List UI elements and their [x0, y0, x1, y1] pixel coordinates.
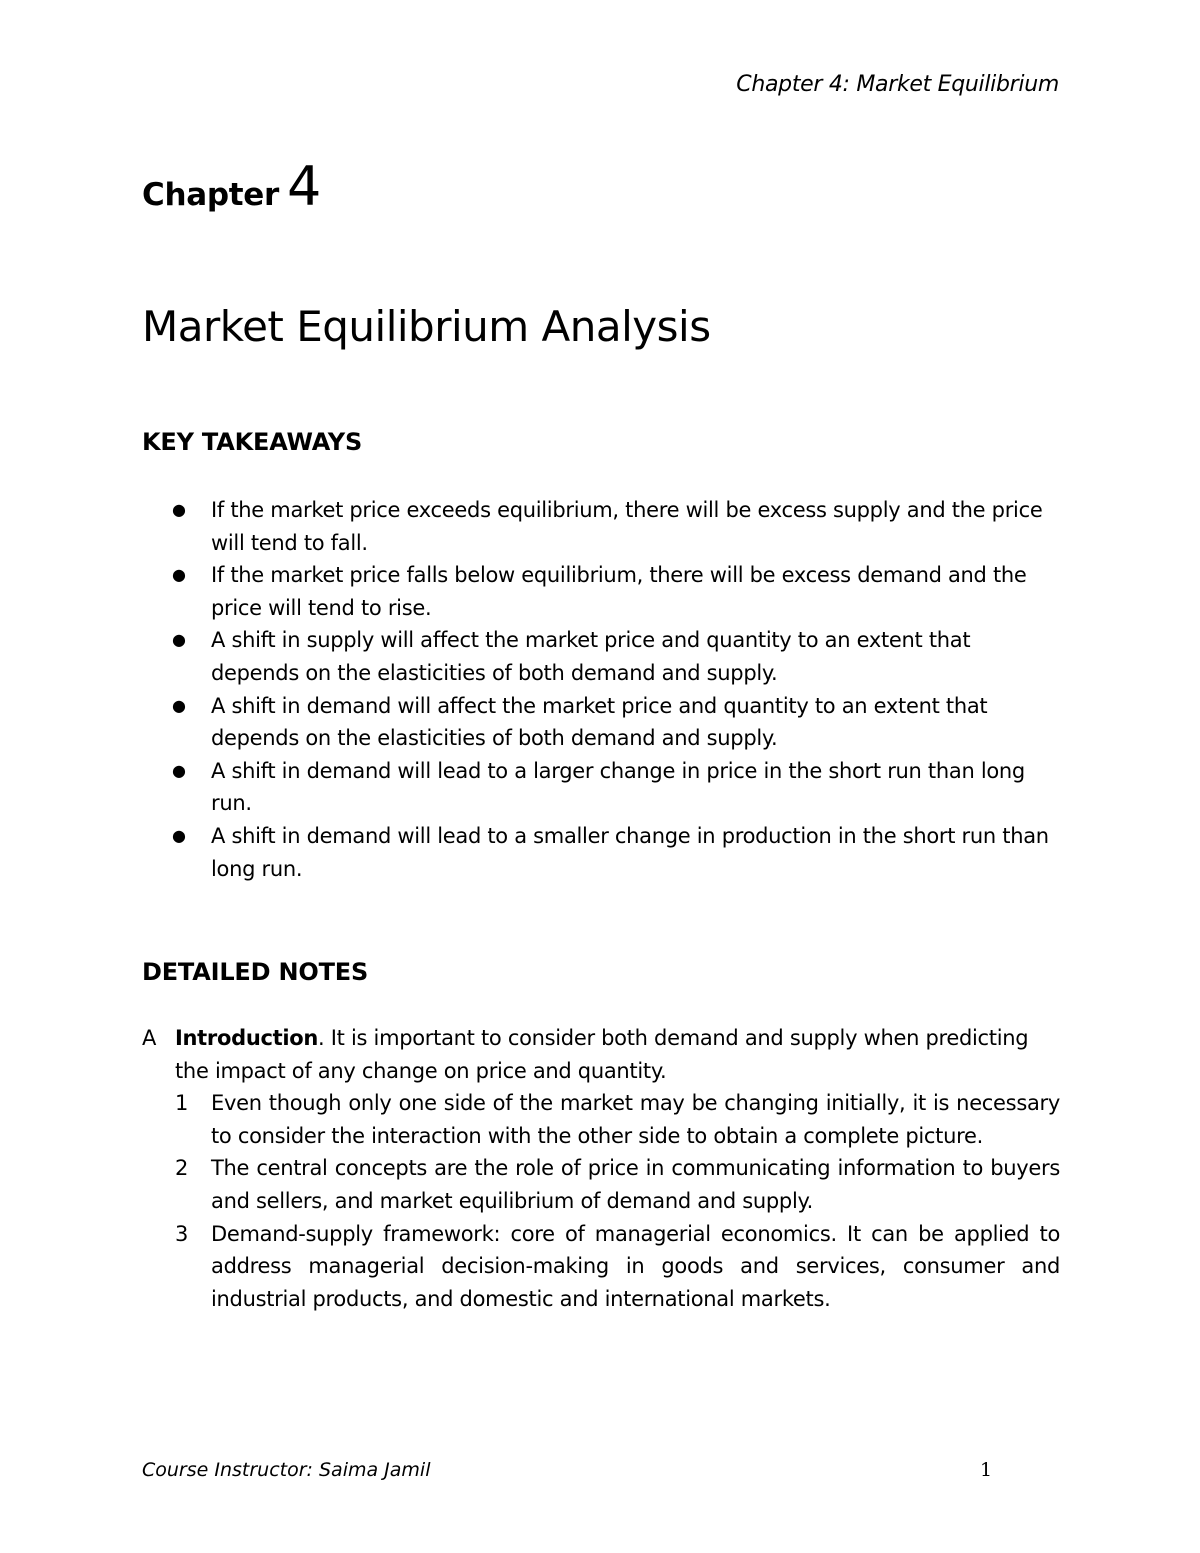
takeaway-item: ● A shift in demand will affect the market price and quantity to an extent that depends on the elasticities of both demand and supply. [142, 690, 1062, 755]
takeaway-item: ● If the market price exceeds equilibrium, there will be excess supply and the price will tend to fall. [142, 494, 1062, 559]
section-intro-text: . It is important to consider both demand and supply when predicting the impact of any change on price and quantity. [175, 1026, 1029, 1083]
point-number: 1 [175, 1091, 189, 1116]
chapter-word: Chapter [142, 177, 279, 213]
section-marker: A [142, 1026, 157, 1050]
bullet-icon: ● [172, 500, 186, 519]
footer-instructor: Course Instructor: Saima Jamil [142, 1459, 431, 1481]
note-point [142, 1218, 1060, 1316]
note-section-a [142, 1022, 1060, 1087]
key-takeaways-list [142, 494, 1062, 885]
note-point [142, 1087, 1060, 1152]
chapter-number: 4 [286, 155, 322, 218]
note-points-list [142, 1087, 1060, 1315]
bullet-icon: ● [172, 695, 186, 715]
running-header: Chapter 4: Market Equilibrium [736, 72, 1059, 97]
chapter-title: Market Equilibrium Analysis [142, 302, 711, 351]
bullet-icon: ● [172, 760, 186, 780]
bullet-icon: ● [172, 630, 186, 650]
page-number: 1 [980, 1459, 993, 1481]
key-takeaways-heading: KEY TAKEAWAYS [142, 428, 363, 456]
takeaway-item: ● If the market price falls below equilibrium, there will be excess demand and the price will tend to rise. [142, 559, 1062, 624]
detailed-notes [142, 1022, 1060, 1315]
bullet-icon: ● [172, 565, 186, 585]
detailed-notes-heading: DETAILED NOTES [142, 958, 369, 986]
point-text: The central concepts are the role of price in communicating information to buyers and sellers, and market equilibrium of demand and supply. [211, 1156, 1060, 1213]
takeaway-item: ● A shift in demand will lead to a smaller change in production in the short run than long run. [142, 820, 1062, 885]
point-number: 2 [175, 1156, 189, 1181]
section-title: Introduction [175, 1026, 319, 1050]
point-number: 3 [175, 1221, 189, 1246]
point-text: Even though only one side of the market may be changing initially, it is necessary to consider the interaction with the other side to obtain a complete picture. [211, 1091, 1060, 1148]
chapter-label [142, 155, 322, 218]
takeaway-item: ● A shift in supply will affect the market price and quantity to an extent that depends on the elasticities of both demand and supply. [142, 624, 1062, 689]
point-text: Demand-supply framework: core of managerial economics. It can be applied to address managerial decision-making in goods and services, consumer and industrial products, and domestic and international markets. [211, 1221, 1060, 1311]
bullet-icon: ● [172, 825, 186, 845]
takeaway-item: ● A shift in demand will lead to a larger change in price in the short run than long run. [142, 755, 1062, 820]
note-point [142, 1152, 1060, 1217]
